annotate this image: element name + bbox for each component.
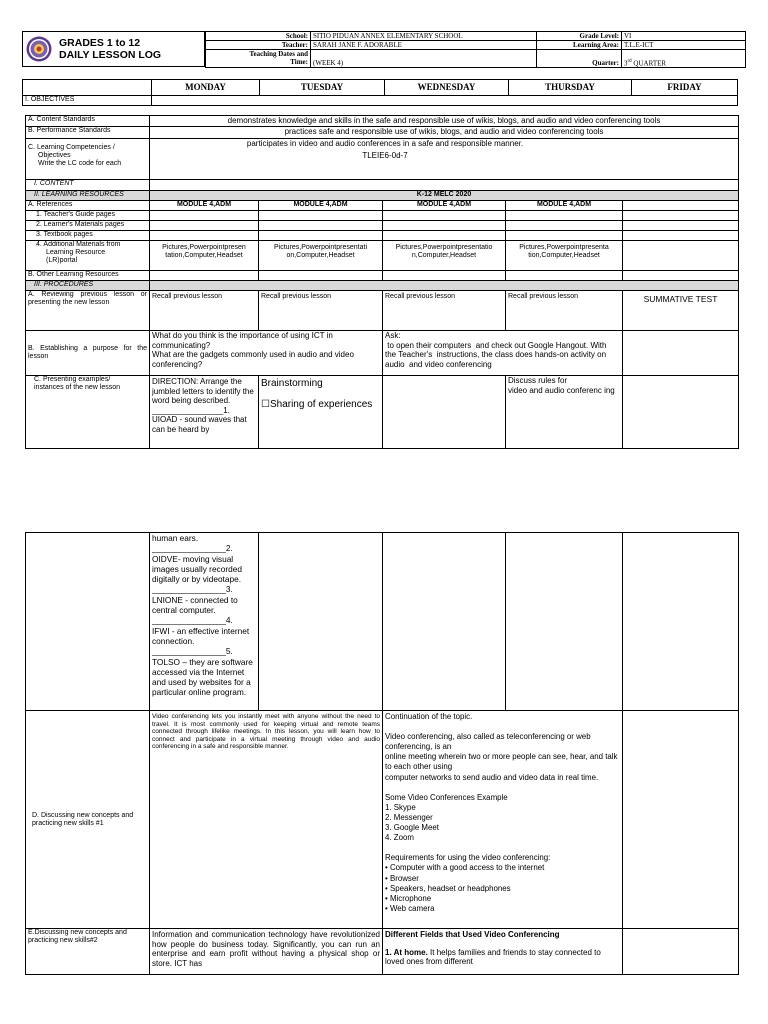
summative-test: SUMMATIVE TEST [623,291,739,331]
header-title-box [22,31,205,67]
procedures-label: III. PROCEDURES [26,281,150,291]
materials-thursday: Pictures,Powerpointpresenta tion,Computer,Headset [506,241,623,271]
school-value: SITIO PIDUAN ANNEX ELEMENTARY SCHOOL [311,32,537,41]
quarter-suffix: rd [627,58,632,64]
grade-value: VI [622,32,746,41]
quarter-number: 3 [624,59,628,67]
discussing-2-label: E.Discussing new concepts and practicing new skills#2 [26,929,150,975]
other-resources-label: B. Other Learning Resources [26,271,150,281]
fields-at-home-lead: 1. At home. [385,947,428,957]
additional-materials-label-3: (LR)portal [46,257,78,264]
competencies-label-3: Write the LC code for each [38,160,122,167]
competencies-label-1: C. Learning Competencies / [28,144,115,151]
competencies-label-2: Objectives [38,152,71,159]
discussing-2-monday: Information and communication technology have revolutionized how people do business today. Significantly, you can run an enterprise and earn profit without having a physical shop or store. ICT has [150,929,383,975]
title-line-1: GRADES 1 to 12 [59,37,141,49]
module-thursday: MODULE 4,ADM [506,201,623,211]
competencies-code: TLEIE6-0d-7 [362,150,408,160]
presenting-monday: DIRECTION: Arrange the jumbled letters to identify the word being described. ________________1. UIOAD - sound waves that can be heard by [150,376,259,449]
teacher-label: Teacher: [206,41,311,50]
discussing-1-monday: Video conferencing lets you instantly meet with anyone without the need to travel. It is most commonly used for keeping virtual and remote teams connected through lifelike meetings. In this lesson, you will learn how to connect and participate in a virtual meeting through video and audio conferencing in a safe and responsible manner. [150,711,383,929]
area-label: Learning Area: [537,41,622,50]
lesson-log-table-continued [25,532,739,975]
recall-tuesday: Recall previous lesson [259,291,383,331]
day-thursday: THURSDAY [509,80,632,96]
presenting-label: C. Presenting examples/ instances of the new lesson [26,376,150,449]
purpose-label: B. Establishing a purpose for the lesson [26,331,150,376]
school-label: School: [206,32,311,41]
teachers-guide-label: 1. Teacher's Guide pages [26,211,150,221]
textbook-label: 3. Textbook pages [26,231,150,241]
teacher-value: SARAH JANE F. ADORABLE [311,41,537,50]
day-header-table [22,79,738,106]
content-standards-value: demonstrates knowledge and skills in the safe and responsible use of wikis, blogs, and audio and video conferencing tools [150,116,739,127]
area-value: T.L.E-ICT [622,41,746,50]
module-tuesday: MODULE 4,ADM [259,201,383,211]
additional-materials-label-1: 4. Additional Materials from [36,241,121,248]
purpose-wednesday: Ask: to open their computers and check out Google Hangout. With the Teacher's instructions, the class does hands-on activity on audio and video conferencing [383,331,623,376]
title-line-2: DAILY LESSON LOG [59,49,162,61]
fields-title: Different Fields that Used Video Conferencing [385,930,560,939]
reviewing-label: A. Reviewing previous lesson or presenting the new lesson [26,291,150,331]
resources-label: II. LEARNING RESOURCES [26,191,150,201]
quarter-label: Quarter: [537,50,622,68]
learners-materials-label: 2. Learner's Materials pages [26,221,150,231]
dates-label-1: Teaching Dates and [249,50,308,58]
discussing-1-wednesday: Continuation of the topic. Video conferencing, also called as teleconferencing or web conferencing, is an online meeting wherein two or more people can see, hear, and talk to each other using computer networks to send audio and video data in real time. Some Video Conferences Example 1. Skype 2. Messenger 3. Google Meet 4. Zoom Requirements for using the video conferencing: • Computer with a good access to the internet • Browser • Speakers, headset or headphones • Microphone • Web camera [383,711,623,929]
performance-standards-value: practices safe and responsible use of wikis, blogs, and audio and video conferencing tools [150,127,739,139]
recall-monday: Recall previous lesson [150,291,259,331]
module-monday: MODULE 4,ADM [150,201,259,211]
competencies-text: participates in video and audio conferences in a safe and responsible manner. [246,139,524,148]
recall-thursday: Recall previous lesson [506,291,623,331]
content-label: I. CONTENT [26,180,150,191]
sharing-experiences-text: ☐Sharing of experiences [261,399,373,410]
materials-monday: Pictures,Powerpointpresen tation,Computer,Headset [150,241,259,271]
materials-tuesday: Pictures,Powerpointpresentati on,Computer,Headset [259,241,383,271]
day-friday: FRIDAY [632,80,738,96]
purpose-monday: What do you think is the importance of using ICT in communicating? What are the gadgets commonly used in audio and video conferencing? [150,331,383,376]
day-monday: MONDAY [152,80,260,96]
objectives-label: I. OBJECTIVES [23,96,152,106]
materials-wednesday: Pictures,Powerpointpresentatio n,Computer,Headset [383,241,506,271]
recall-wednesday: Recall previous lesson [383,291,506,331]
brainstorming-text: Brainstorming [261,378,323,389]
presenting-thursday: Discuss rules for video and audio conferenc ing [506,376,623,449]
grade-label: Grade Level: [537,32,622,41]
lesson-log-table [25,115,739,449]
quarter-value [622,50,746,68]
dates-value: (WEEK 4) [311,50,537,68]
references-label: A. References [26,201,150,211]
discussing-1-label: D. Discussing new concepts and practicing new skills #1 [26,711,150,929]
fields-at-home-text: It helps families and friends to stay connected to loved ones from different [385,947,601,966]
quarter-text: QUARTER [633,59,667,67]
fields-at-home [385,948,620,967]
day-tuesday: TUESDAY [260,80,385,96]
content-standards-label: A. Content Standards [26,116,150,127]
header-info-table [205,31,746,68]
module-wednesday: MODULE 4,ADM [383,201,506,211]
presenting-monday-continued: human ears. ________________2. OIDVE- moving visual images usually recorded digitally or by videotape. ________________3. LNIONE - connected to central computer. ________________4. IFWI - an effective internet connection. ________________5. TOLSO – they are software accessed via the Internet and used by websites for a particular online program. [150,533,259,711]
resources-melc: K-12 MELC 2020 [150,191,739,201]
additional-materials-label-2: Learning Resource [46,249,106,256]
day-wednesday: WEDNESDAY [385,80,509,96]
performance-standards-label: B. Performance Standards [26,127,150,139]
dates-label-2: Time: [290,58,308,66]
